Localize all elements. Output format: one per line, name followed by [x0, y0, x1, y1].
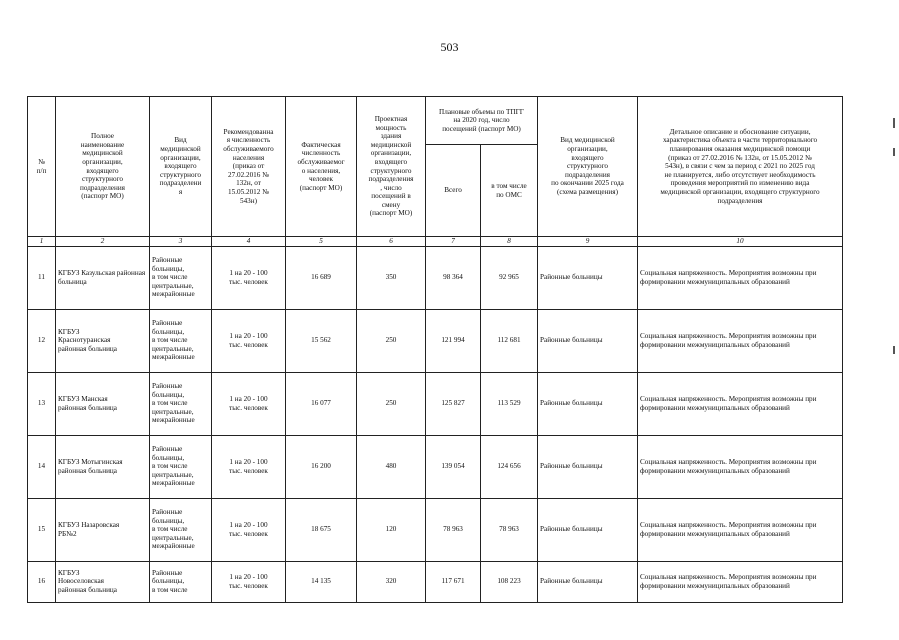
header-recommended: Рекомендованна я численность обслуживаемого населения (приказ от 27.02.2016 № 132н, от 15.05.2012 № 543н) [212, 97, 286, 237]
scan-artifact [893, 148, 895, 156]
row-actual: 16 077 [286, 372, 357, 435]
row-name: КГБУЗ Назаровская РБ№2 [56, 498, 150, 561]
column-number: 8 [481, 237, 538, 247]
row-recommended: 1 на 20 - 100 тыс. человек [212, 498, 286, 561]
header-name: Полное наименование медицинской организации, входящего структурного подразделения (паспорт МО) [56, 97, 150, 237]
row-recommended: 1 на 20 - 100 тыс. человек [212, 435, 286, 498]
row-capacity: 120 [357, 498, 426, 561]
table-row [28, 372, 843, 435]
row-oms: 78 963 [481, 498, 538, 561]
row-type-2025: Районные больницы [538, 498, 638, 561]
page-number: 503 [440, 40, 459, 54]
row-recommended: 1 на 20 - 100 тыс. человек [212, 561, 286, 602]
row-oms: 112 681 [481, 309, 538, 372]
table-row [28, 309, 843, 372]
row-capacity: 250 [357, 309, 426, 372]
row-description: Социальная напряженность. Мероприятия возможны при формировании межмуниципальных образований [638, 246, 843, 309]
row-num: 11 [28, 246, 56, 309]
row-actual: 18 675 [286, 498, 357, 561]
column-number: 6 [357, 237, 426, 247]
header-type-2025: Вид медицинской организации, входящего структурного подразделения по окончании 2025 года (схема размещения) [538, 97, 638, 237]
row-recommended: 1 на 20 - 100 тыс. человек [212, 372, 286, 435]
row-total: 98 364 [426, 246, 481, 309]
row-actual: 15 562 [286, 309, 357, 372]
header-actual: Фактическая численность обслуживаемог о населения, человек (паспорт МО) [286, 97, 357, 237]
row-recommended: 1 на 20 - 100 тыс. человек [212, 309, 286, 372]
row-type: Районные больницы, в том числе центральные, межрайонные [150, 435, 212, 498]
row-actual: 14 135 [286, 561, 357, 602]
row-type: Районные больницы, в том числе центральные, межрайонные [150, 498, 212, 561]
table-row [28, 246, 843, 309]
header-type: Вид медицинской организации, входящего структурного подразделени я [150, 97, 212, 237]
row-type: Районные больницы, в том числе [150, 561, 212, 602]
row-num: 12 [28, 309, 56, 372]
row-total: 125 827 [426, 372, 481, 435]
column-number: 2 [56, 237, 150, 247]
row-type-2025: Районные больницы [538, 372, 638, 435]
header-capacity: Проектная мощность здания медицинской организации, входящего структурного подразделения , число посещений в смену (паспорт МО) [357, 97, 426, 237]
table-row [28, 435, 843, 498]
header-num: № п/п [28, 97, 56, 237]
row-num: 14 [28, 435, 56, 498]
row-num: 13 [28, 372, 56, 435]
row-capacity: 250 [357, 372, 426, 435]
table-row [28, 498, 843, 561]
row-recommended: 1 на 20 - 100 тыс. человек [212, 246, 286, 309]
row-num: 16 [28, 561, 56, 602]
scan-artifact [893, 346, 895, 354]
row-description: Социальная напряженность. Мероприятия возможны при формировании межмуниципальных образований [638, 372, 843, 435]
column-number: 3 [150, 237, 212, 247]
column-number: 9 [538, 237, 638, 247]
row-type: Районные больницы, в том числе центральные, межрайонные [150, 246, 212, 309]
row-capacity: 480 [357, 435, 426, 498]
row-description: Социальная напряженность. Мероприятия возможны при формировании межмуниципальных образований [638, 435, 843, 498]
row-oms: 113 529 [481, 372, 538, 435]
header-oms: в том числе по ОМС [481, 145, 538, 237]
table-row [28, 561, 843, 602]
column-number: 10 [638, 237, 843, 247]
row-type: Районные больницы, в том числе центральные, межрайонные [150, 309, 212, 372]
row-oms: 124 656 [481, 435, 538, 498]
column-number: 5 [286, 237, 357, 247]
header-total: Всего [426, 145, 481, 237]
column-number: 7 [426, 237, 481, 247]
row-name: КГБУЗ Манская районная больница [56, 372, 150, 435]
row-actual: 16 200 [286, 435, 357, 498]
hospital-table [27, 96, 843, 603]
row-capacity: 350 [357, 246, 426, 309]
row-name: КГБУЗ Мотыгинская районная больница [56, 435, 150, 498]
row-total: 121 994 [426, 309, 481, 372]
row-type: Районные больницы, в том числе центральные, межрайонные [150, 372, 212, 435]
column-number: 1 [28, 237, 56, 247]
scan-artifact [893, 118, 895, 128]
row-type-2025: Районные больницы [538, 246, 638, 309]
row-name: КГБУЗ Казульская районная больница [56, 246, 150, 309]
row-capacity: 320 [357, 561, 426, 602]
row-type-2025: Районные больницы [538, 435, 638, 498]
row-name: КГБУЗ Краснотуранская районная больница [56, 309, 150, 372]
row-description: Социальная напряженность. Мероприятия возможны при формировании межмуниципальных образований [638, 498, 843, 561]
header-plan-group: Плановые объемы по ТПГГ на 2020 год, число посещений (паспорт МО) [426, 97, 538, 145]
row-total: 139 054 [426, 435, 481, 498]
row-num: 15 [28, 498, 56, 561]
header-description: Детальное описание и обоснование ситуации, характеристика объекта в части территориального планирования оказания медицинской помощи (приказ от 27.02.2016 № 132н, от 15.05.2012 № 543н), в связи с чем за период с 2021 по 2025 год не планируется, либо отсутствует необходимость проведения мероприятий по изменению вида медицинской организации, входящего структурного подразделения [638, 97, 843, 237]
row-type-2025: Районные больницы [538, 309, 638, 372]
column-number-row [28, 237, 843, 247]
row-actual: 16 689 [286, 246, 357, 309]
row-oms: 108 223 [481, 561, 538, 602]
row-oms: 92 965 [481, 246, 538, 309]
row-description: Социальная напряженность. Мероприятия возможны при формировании межмуниципальных образований [638, 309, 843, 372]
row-name: КГБУЗ Новоселовская районная больница [56, 561, 150, 602]
row-total: 78 963 [426, 498, 481, 561]
row-total: 117 671 [426, 561, 481, 602]
row-type-2025: Районные больницы [538, 561, 638, 602]
column-number: 4 [212, 237, 286, 247]
row-description: Социальная напряженность. Мероприятия возможны при формировании межмуниципальных образований [638, 561, 843, 602]
